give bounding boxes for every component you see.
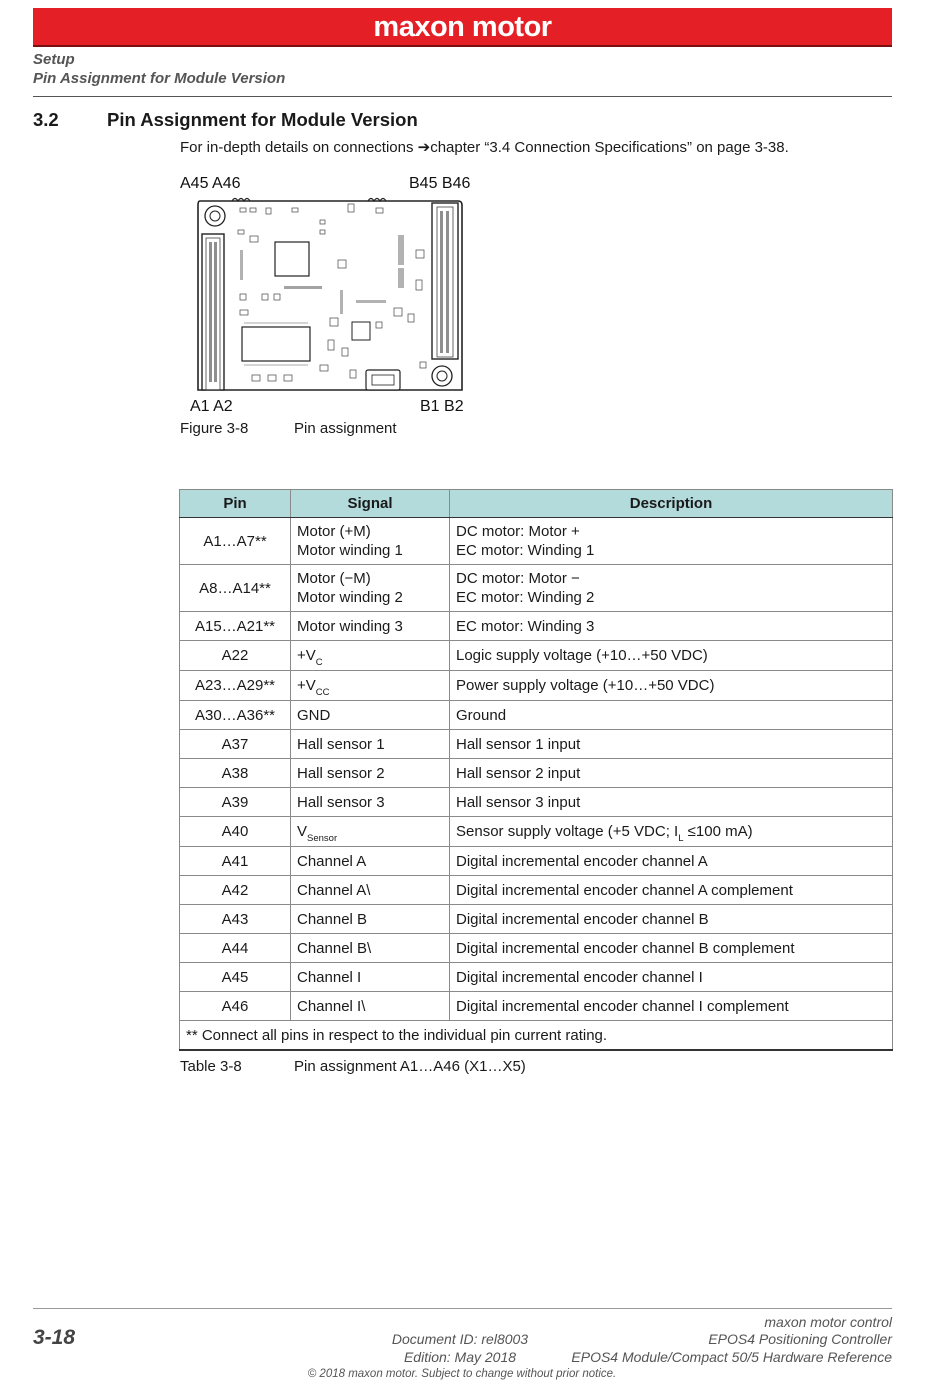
description-cell: Logic supply voltage (+10…+50 VDC): [450, 641, 893, 671]
signal-cell: [291, 817, 450, 847]
table-row: [180, 934, 893, 963]
description-cell: Digital incremental encoder channel I: [450, 963, 893, 992]
table-note: ** Connect all pins in respect to the individual pin current rating.: [180, 1021, 893, 1051]
table-row: [180, 905, 893, 934]
signal-subscript: Sensor: [307, 833, 338, 844]
table-row: [180, 641, 893, 671]
description-line-1: DC motor: Motor +: [456, 523, 580, 540]
description-cell: Ground: [450, 701, 893, 730]
signal-cell: Channel A: [291, 847, 450, 876]
table-row: [180, 992, 893, 1021]
table-header-row: [180, 490, 893, 518]
description-subscript: L: [678, 833, 684, 844]
pin-cell: A15…A21**: [180, 612, 291, 641]
signal-cell: Channel I\: [291, 992, 450, 1021]
signal-subscript: C: [315, 657, 323, 668]
signal-cell: Hall sensor 1: [291, 730, 450, 759]
signal-cell: GND: [291, 701, 450, 730]
pin-cell: A41: [180, 847, 291, 876]
pin-label-top-left: A45 A46: [180, 175, 241, 192]
document-id: Document ID: rel8003: [391, 1331, 529, 1347]
pin-label-top-right: B45 B46: [409, 175, 471, 192]
table-row: [180, 671, 893, 701]
copyright: © 2018 maxon motor. Subject to change without prior notice.: [307, 1368, 617, 1380]
pin-cell: A39: [180, 788, 291, 817]
table-row: [180, 730, 893, 759]
description-cell: Digital incremental encoder channel B complement: [450, 934, 893, 963]
figure-caption: Pin assignment: [294, 420, 397, 437]
description-line-1: DC motor: Motor −: [456, 570, 580, 587]
signal-cell: Channel B\: [291, 934, 450, 963]
product-name: EPOS4 Positioning Controller: [708, 1331, 892, 1347]
description-line-2: EC motor: Winding 2: [456, 589, 595, 606]
pin-cell: A30…A36**: [180, 701, 291, 730]
figure-number: Figure 3-8: [180, 420, 249, 437]
signal-line-1: Motor (+M): [297, 523, 371, 540]
description-cell: Digital incremental encoder channel A complement: [450, 876, 893, 905]
signal-subscript: CC: [315, 687, 330, 698]
description-cell: Power supply voltage (+10…+50 VDC): [450, 671, 893, 701]
description-cell: Hall sensor 3 input: [450, 788, 893, 817]
description-tail: ≤100 mA): [683, 823, 753, 840]
description-cell: [450, 518, 893, 565]
breadcrumb-section: Pin Assignment for Module Version: [33, 70, 286, 87]
signal-cell: [291, 641, 450, 671]
table-row: [180, 788, 893, 817]
pin-label-bottom-left: A1 A2: [190, 398, 233, 415]
brand-bar: [33, 8, 892, 47]
table-row: [180, 963, 893, 992]
table-row: [180, 817, 893, 847]
description-text: Sensor supply voltage (+5 VDC; I: [456, 823, 679, 840]
document-reference: EPOS4 Module/Compact 50/5 Hardware Reference: [571, 1349, 892, 1365]
signal-cell: Channel I: [291, 963, 450, 992]
signal-line-2: Motor winding 1: [297, 542, 403, 559]
description-cell: Hall sensor 1 input: [450, 730, 893, 759]
signal-text: V: [297, 823, 308, 840]
table-row: [180, 565, 893, 612]
header-divider: [33, 96, 892, 97]
description-cell: [450, 565, 893, 612]
signal-text: +V: [297, 677, 316, 694]
company-name: maxon motor control: [764, 1314, 892, 1330]
table-row: [180, 759, 893, 788]
signal-cell: Motor winding 3: [291, 612, 450, 641]
signal-line-2: Motor winding 2: [297, 589, 403, 606]
page-number: 3-18: [33, 1326, 76, 1349]
description-cell: Digital incremental encoder channel I complement: [450, 992, 893, 1021]
pin-cell: A22: [180, 641, 291, 671]
description-cell: EC motor: Winding 3: [450, 612, 893, 641]
column-header-description: Description: [450, 490, 893, 518]
table-row: [180, 876, 893, 905]
brand-logo: maxon motor: [373, 11, 552, 43]
pin-cell: A45: [180, 963, 291, 992]
pin-cell: A8…A14**: [180, 565, 291, 612]
pin-cell: A38: [180, 759, 291, 788]
signal-cell: Channel A\: [291, 876, 450, 905]
signal-cell: [291, 518, 450, 565]
pin-cell: A37: [180, 730, 291, 759]
signal-cell: [291, 565, 450, 612]
pin-cell: A40: [180, 817, 291, 847]
table-row: [180, 847, 893, 876]
column-header-signal: Signal: [291, 490, 450, 518]
intro-text: For in-depth details on connections ➔chapter “3.4 Connection Specifications” on page 3-38.: [180, 139, 789, 156]
pin-cell: A46: [180, 992, 291, 1021]
column-header-pin: Pin: [180, 490, 291, 518]
table-number: Table 3-8: [180, 1058, 242, 1075]
pin-cell: A43: [180, 905, 291, 934]
pin-assignment-table: [179, 489, 893, 1051]
pin-label-bottom-right: B1 B2: [420, 398, 464, 415]
table-note-row: [180, 1021, 893, 1051]
table-row: [180, 518, 893, 565]
table-row: [180, 612, 893, 641]
pin-cell: A44: [180, 934, 291, 963]
pin-cell: A23…A29**: [180, 671, 291, 701]
section-number: 3.2: [33, 109, 59, 130]
pin-cell: A1…A7**: [180, 518, 291, 565]
breadcrumb-chapter: Setup: [33, 51, 75, 68]
table-caption: Pin assignment A1…A46 (X1…X5): [294, 1058, 526, 1075]
edition: Edition: May 2018: [403, 1349, 517, 1365]
signal-cell: [291, 671, 450, 701]
section-title: Pin Assignment for Module Version: [107, 109, 418, 130]
table-row: [180, 701, 893, 730]
description-cell: Digital incremental encoder channel A: [450, 847, 893, 876]
description-cell: Digital incremental encoder channel B: [450, 905, 893, 934]
description-line-2: EC motor: Winding 1: [456, 542, 595, 559]
pin-cell: A42: [180, 876, 291, 905]
signal-line-1: Motor (−M): [297, 570, 371, 587]
signal-cell: Hall sensor 2: [291, 759, 450, 788]
description-cell: Hall sensor 2 input: [450, 759, 893, 788]
signal-text: +V: [297, 647, 316, 664]
signal-cell: Channel B: [291, 905, 450, 934]
module-board-illustration: [180, 190, 480, 420]
signal-cell: Hall sensor 3: [291, 788, 450, 817]
footer-divider: [33, 1308, 892, 1309]
board-drawing: [180, 190, 480, 420]
description-cell: [450, 817, 893, 847]
